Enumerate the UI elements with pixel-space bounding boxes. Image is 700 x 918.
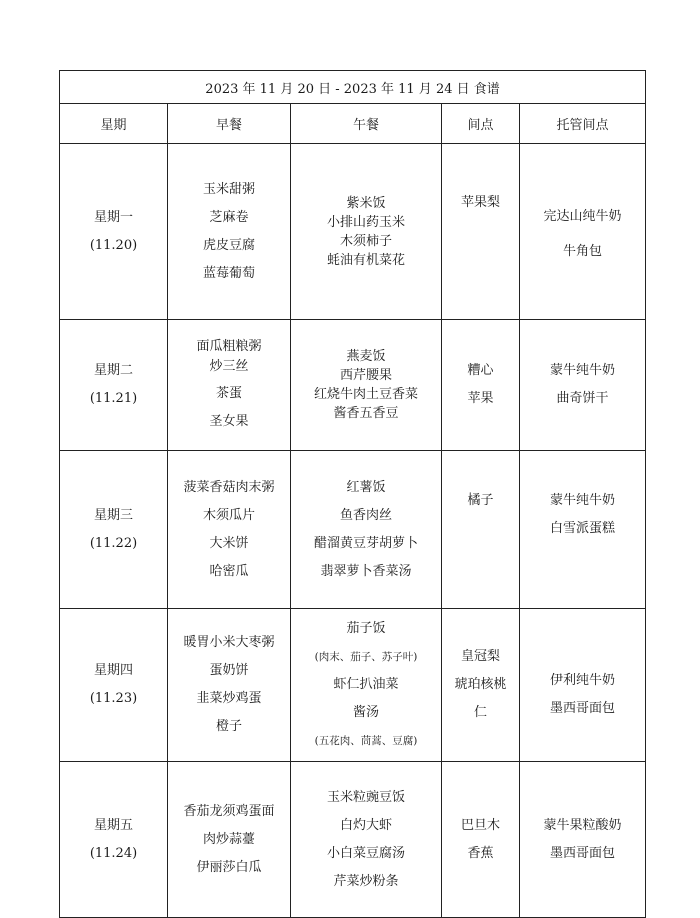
lunch-item: 醋溜黄豆芽胡萝卜 (313, 535, 418, 551)
breakfast-item: 炒三丝 (209, 359, 249, 374)
care-snack-cell (520, 451, 646, 609)
snack-cell (442, 144, 520, 320)
lunch-item-note: (五花肉、茼蒿、豆腐) (314, 735, 418, 747)
menu-table (59, 70, 646, 918)
lunch-cell (291, 144, 442, 320)
breakfast-item: 暖胃小米大枣粥 (183, 635, 275, 650)
care-snack-item: 白雪派蛋糕 (550, 521, 616, 536)
care-snack-cell (520, 609, 646, 762)
menu-title: 2023 年 11 月 20 日 - 2023 年 11 月 24 日 食谱 (60, 71, 646, 104)
snack-item: 糟心 (467, 363, 494, 378)
lunch-item: 茄子饭 (346, 621, 386, 636)
snack-item: 橘子 (467, 493, 494, 508)
day-date: (11.22) (89, 535, 138, 551)
breakfast-item: 木须瓜片 (202, 507, 255, 523)
snack-item: 苹果 (467, 391, 494, 406)
lunch-item: 小白菜豆腐汤 (326, 845, 405, 861)
snack-item: 苹果梨 (460, 195, 500, 210)
care-snack-item: 蒙牛果粒酸奶 (543, 817, 622, 833)
breakfast-item: 蓝莓葡萄 (202, 265, 255, 281)
table-row (60, 451, 646, 609)
table-row (60, 144, 646, 320)
care-snack-cell (520, 320, 646, 451)
breakfast-item: 香茄龙须鸡蛋面 (183, 803, 275, 819)
lunch-item: 西芹腰果 (339, 368, 392, 383)
care-snack-item: 曲奇饼干 (556, 391, 609, 406)
lunch-item: 小排山药玉米 (326, 214, 405, 230)
header-care-snack: 托管间点 (520, 104, 646, 144)
day-date: (11.20) (89, 237, 138, 253)
snack-cell (442, 762, 520, 918)
lunch-item: 红烧牛肉土豆香菜 (313, 387, 418, 402)
day-label: 星期一 (93, 209, 133, 225)
header-snack: 间点 (442, 104, 520, 144)
breakfast-item: 菠菜香菇肉末粥 (183, 479, 275, 495)
header-breakfast: 早餐 (168, 104, 291, 144)
lunch-item: 翡翠萝卜香菜汤 (320, 563, 412, 579)
day-date: (11.21) (89, 391, 138, 406)
lunch-item: 酱香五香豆 (333, 406, 399, 421)
lunch-item: 芹菜炒粉条 (333, 873, 399, 889)
breakfast-cell (168, 609, 291, 762)
breakfast-item: 芝麻卷 (209, 209, 249, 225)
snack-cell (442, 451, 520, 609)
snack-item: 皇冠梨 (460, 649, 500, 664)
snack-item: 琥珀核桃 (454, 677, 507, 692)
care-snack-item: 完达山纯牛奶 (543, 208, 622, 224)
day-date: (11.24) (89, 845, 138, 861)
breakfast-item: 大米饼 (209, 535, 249, 551)
lunch-item: 紫米饭 (346, 195, 386, 211)
table-row (60, 320, 646, 451)
snack-item: 巴旦木 (460, 817, 500, 833)
breakfast-item: 韭菜炒鸡蛋 (196, 691, 262, 706)
breakfast-item: 茶蛋 (215, 386, 242, 401)
care-snack-item: 蒙牛纯牛奶 (550, 363, 616, 378)
day-label: 星期四 (93, 663, 133, 678)
day-cell (60, 144, 168, 320)
care-snack-item: 墨西哥面包 (550, 845, 616, 861)
lunch-cell (291, 609, 442, 762)
day-label: 星期三 (93, 507, 133, 523)
breakfast-item: 肉炒蒜薹 (202, 831, 255, 847)
header-lunch: 午餐 (291, 104, 442, 144)
breakfast-cell (168, 144, 291, 320)
breakfast-item: 哈密瓜 (209, 563, 249, 579)
lunch-item: 蚝油有机菜花 (326, 252, 405, 268)
snack-cell (442, 320, 520, 451)
table-row (60, 609, 646, 762)
lunch-item: 燕麦饭 (346, 349, 386, 364)
lunch-item: 红薯饭 (346, 479, 386, 495)
snack-cell (442, 609, 520, 762)
breakfast-cell (168, 451, 291, 609)
snack-item: 仁 (473, 705, 487, 720)
table-row (60, 762, 646, 918)
lunch-item: 白灼大虾 (339, 817, 392, 833)
day-label: 星期五 (93, 817, 133, 833)
lunch-item: 玉米粒豌豆饭 (326, 789, 405, 805)
breakfast-item: 蛋奶饼 (209, 663, 249, 678)
lunch-cell (291, 762, 442, 918)
breakfast-cell (168, 762, 291, 918)
lunch-item: 鱼香肉丝 (339, 507, 392, 523)
care-snack-cell (520, 144, 646, 320)
lunch-cell (291, 320, 442, 451)
care-snack-item: 墨西哥面包 (550, 701, 616, 716)
snack-item: 香蕉 (467, 845, 494, 861)
lunch-item: 木须柿子 (339, 233, 392, 249)
breakfast-item: 圣女果 (209, 414, 249, 429)
header-weekday: 星期 (60, 104, 168, 144)
care-snack-item: 牛角包 (563, 243, 603, 259)
breakfast-item: 面瓜粗粮粥 (196, 339, 262, 354)
day-date: (11.23) (89, 691, 138, 706)
lunch-item: 虾仁扒油菜 (333, 677, 399, 692)
day-cell (60, 609, 168, 762)
care-snack-item: 蒙牛纯牛奶 (550, 493, 616, 508)
day-cell (60, 320, 168, 451)
breakfast-item: 玉米甜粥 (202, 181, 255, 197)
breakfast-item: 伊丽莎白瓜 (196, 859, 262, 875)
care-snack-cell (520, 762, 646, 918)
day-cell (60, 451, 168, 609)
care-snack-item: 伊利纯牛奶 (550, 673, 616, 688)
header-row (60, 104, 646, 144)
lunch-cell (291, 451, 442, 609)
day-cell (60, 762, 168, 918)
lunch-item-note: (肉末、茄子、苏子叶) (314, 651, 418, 663)
breakfast-item: 虎皮豆腐 (202, 237, 255, 253)
breakfast-cell (168, 320, 291, 451)
lunch-item: 酱汤 (352, 705, 379, 720)
day-label: 星期二 (93, 363, 133, 378)
breakfast-item: 橙子 (215, 719, 242, 734)
